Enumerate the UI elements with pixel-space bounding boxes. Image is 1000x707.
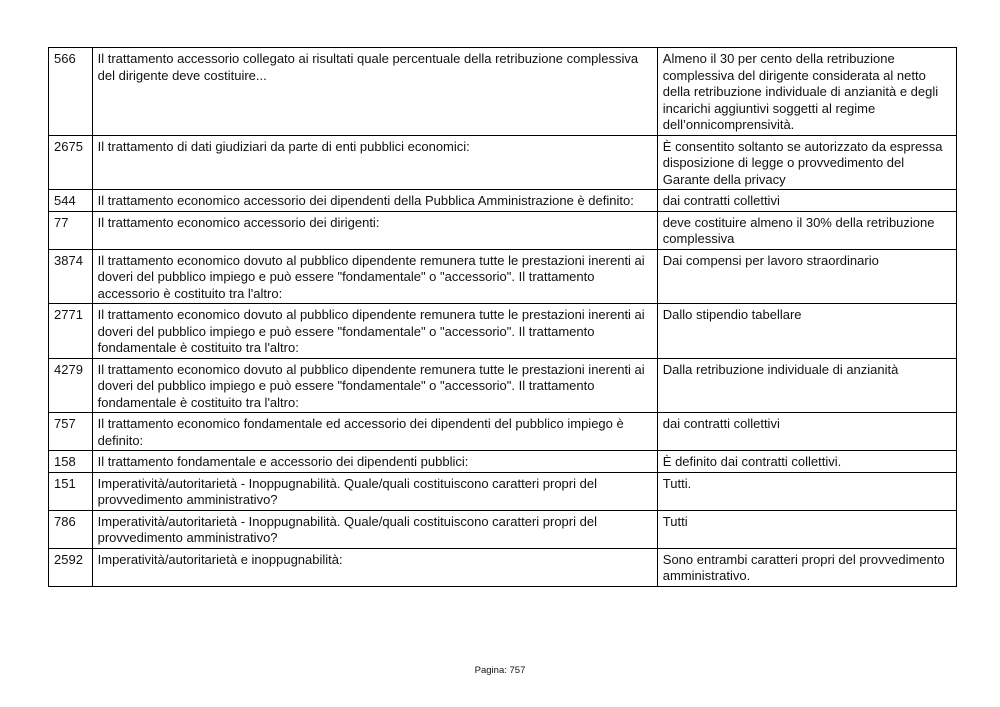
question-text: Il trattamento economico dovuto al pubblico dipendente remunera tutte le prestazioni inerenti ai doveri del pubblico impiego e può essere "fondamentale" o "accessorio". Il trattamento fondamentale è costituito tra l'altro: [92,358,657,413]
question-number: 77 [49,211,93,249]
question-number: 786 [49,510,93,548]
question-table-body [49,48,957,587]
answer-text: Tutti [657,510,956,548]
question-table [48,47,957,587]
table-row [49,451,957,473]
answer-text: Dalla retribuzione individuale di anzianità [657,358,956,413]
question-text: Il trattamento economico dovuto al pubblico dipendente remunera tutte le prestazioni inerenti ai doveri del pubblico impiego e può essere "fondamentale" o "accessorio". Il trattamento accessorio è costituito tra l'altro: [92,249,657,304]
question-number: 4279 [49,358,93,413]
answer-text: dai contratti collettivi [657,413,956,451]
question-text: Imperatività/autoritarietà - Inoppugnabilità. Quale/quali costituiscono caratteri propri del provvedimento amministrativo? [92,510,657,548]
table-row [49,190,957,212]
table-row [49,472,957,510]
question-number: 757 [49,413,93,451]
question-text: Imperatività/autoritarietà e inoppugnabilità: [92,548,657,586]
question-text: Imperatività/autoritarietà - Inoppugnabilità. Quale/quali costituiscono caratteri propri del provvedimento amministrativo? [92,472,657,510]
question-text: Il trattamento di dati giudiziari da parte di enti pubblici economici: [92,135,657,190]
question-text: Il trattamento economico fondamentale ed accessorio dei dipendenti del pubblico impiego è definito: [92,413,657,451]
table-row [49,548,957,586]
table-row [49,510,957,548]
table-row [49,249,957,304]
question-number: 2675 [49,135,93,190]
page-number: Pagina: 757 [474,665,526,676]
question-text: Il trattamento accessorio collegato ai risultati quale percentuale della retribuzione complessiva del dirigente deve costituire... [92,48,657,136]
question-text: Il trattamento economico accessorio dei dirigenti: [92,211,657,249]
table-row [49,304,957,359]
question-number: 566 [49,48,93,136]
table-row [49,211,957,249]
answer-text: deve costituire almeno il 30% della retribuzione complessiva [657,211,956,249]
answer-text: Tutti. [657,472,956,510]
question-number: 3874 [49,249,93,304]
question-text: Il trattamento fondamentale e accessorio dei dipendenti pubblici: [92,451,657,473]
answer-text: È consentito soltanto se autorizzato da espressa disposizione di legge o provvedimento del Garante della privacy [657,135,956,190]
question-number: 2592 [49,548,93,586]
answer-text: Sono entrambi caratteri propri del provvedimento amministrativo. [657,548,956,586]
table-row [49,358,957,413]
answer-text: dai contratti collettivi [657,190,956,212]
answer-text: Almeno il 30 per cento della retribuzione complessiva del dirigente considerata al netto della retribuzione individuale di anzianità e degli incarichi aggiuntivi soggetti al regime dell’onnicomprensività. [657,48,956,136]
question-text: Il trattamento economico dovuto al pubblico dipendente remunera tutte le prestazioni inerenti ai doveri del pubblico impiego e può essere "fondamentale" o "accessorio". Il trattamento fondamentale è costituito tra l'altro: [92,304,657,359]
question-number: 544 [49,190,93,212]
answer-text: Dai compensi per lavoro straordinario [657,249,956,304]
question-text: Il trattamento economico accessorio dei dipendenti della Pubblica Amministrazione è definito: [92,190,657,212]
question-number: 158 [49,451,93,473]
table-row [49,135,957,190]
question-number: 151 [49,472,93,510]
question-number: 2771 [49,304,93,359]
answer-text: È definito dai contratti collettivi. [657,451,956,473]
answer-text: Dallo stipendio tabellare [657,304,956,359]
table-row [49,413,957,451]
table-row [49,48,957,136]
